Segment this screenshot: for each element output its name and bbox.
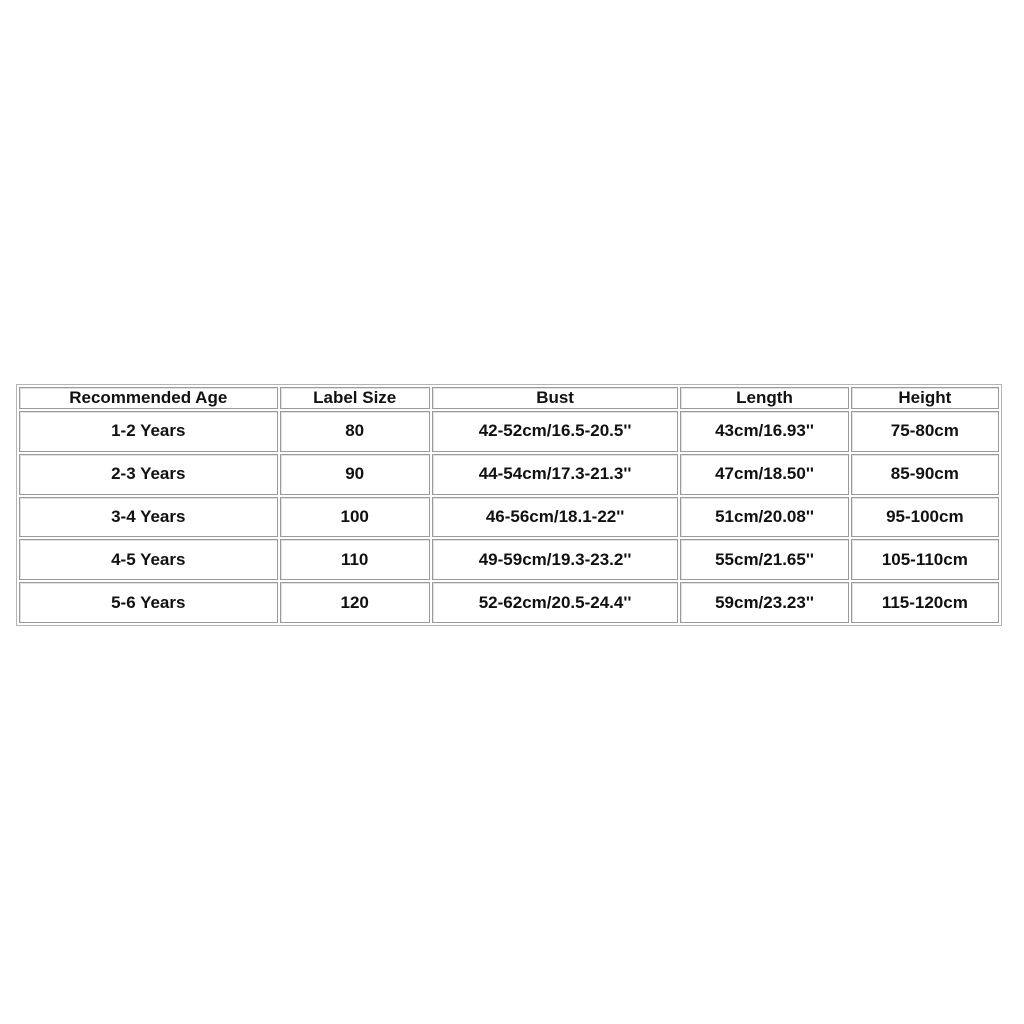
- label-size-cell: 80: [280, 411, 430, 452]
- bust-cell: 49-59cm/19.3-23.2'': [432, 539, 679, 580]
- header-height: Height: [851, 387, 999, 409]
- length-cell: 51cm/20.08'': [680, 497, 848, 538]
- label-size-cell: 120: [280, 582, 430, 623]
- bust-cell: 52-62cm/20.5-24.4'': [432, 582, 679, 623]
- age-cell: 3-4 Years: [19, 497, 278, 538]
- age-cell: 5-6 Years: [19, 582, 278, 623]
- length-cell: 47cm/18.50'': [680, 454, 848, 495]
- length-cell: 55cm/21.65'': [680, 539, 848, 580]
- table-row: [19, 582, 999, 623]
- bust-cell: 46-56cm/18.1-22'': [432, 497, 679, 538]
- bust-cell: 44-54cm/17.3-21.3'': [432, 454, 679, 495]
- length-cell: 43cm/16.93'': [680, 411, 848, 452]
- size-chart: [16, 384, 1002, 626]
- size-chart-table: [17, 385, 1001, 625]
- height-cell: 85-90cm: [851, 454, 999, 495]
- table-row: [19, 454, 999, 495]
- age-cell: 2-3 Years: [19, 454, 278, 495]
- bust-cell: 42-52cm/16.5-20.5'': [432, 411, 679, 452]
- height-cell: 115-120cm: [851, 582, 999, 623]
- age-cell: 4-5 Years: [19, 539, 278, 580]
- header-row: [19, 387, 999, 409]
- header-recommended-age: Recommended Age: [19, 387, 278, 409]
- height-cell: 105-110cm: [851, 539, 999, 580]
- label-size-cell: 90: [280, 454, 430, 495]
- height-cell: 95-100cm: [851, 497, 999, 538]
- table-row: [19, 411, 999, 452]
- length-cell: 59cm/23.23'': [680, 582, 848, 623]
- header-label-size: Label Size: [280, 387, 430, 409]
- table-row: [19, 497, 999, 538]
- age-cell: 1-2 Years: [19, 411, 278, 452]
- label-size-cell: 100: [280, 497, 430, 538]
- table-row: [19, 539, 999, 580]
- label-size-cell: 110: [280, 539, 430, 580]
- header-length: Length: [680, 387, 848, 409]
- header-bust: Bust: [432, 387, 679, 409]
- height-cell: 75-80cm: [851, 411, 999, 452]
